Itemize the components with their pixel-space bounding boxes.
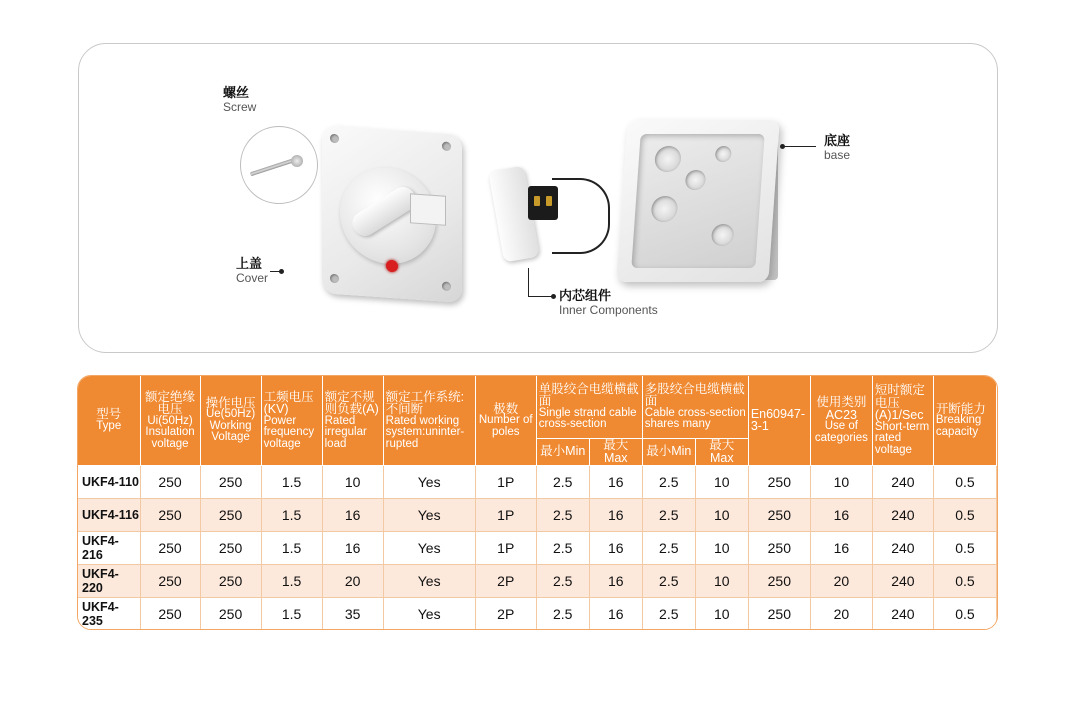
header-cn: 多股绞合电缆横截面 <box>644 381 745 409</box>
cover-label <box>236 257 268 286</box>
table-cell: 2.5 <box>642 597 695 630</box>
table-cell: 20 <box>810 597 872 630</box>
inner-label <box>559 289 658 318</box>
header-cn: 额定工作系统:不间断 <box>385 389 465 416</box>
table-cell: 250 <box>200 564 261 597</box>
table-cell: 1.5 <box>261 498 322 531</box>
table-cell: 250 <box>748 531 810 564</box>
table-cell: 10 <box>695 564 748 597</box>
base-label-cn: 底座 <box>824 133 851 148</box>
table-cell: 16 <box>589 597 642 630</box>
header-cn: 单股绞合电缆横截面 <box>538 381 639 409</box>
header-cn: 开断能力 <box>935 401 986 416</box>
subheader-single-max: 最大Max <box>589 438 642 465</box>
table-cell: 10 <box>322 465 383 498</box>
header-en: Rated working system:uninter-rupted <box>385 414 465 450</box>
table-cell: 20 <box>322 564 383 597</box>
header-use-category <box>810 376 872 465</box>
table-cell: 240 <box>872 597 933 630</box>
header-short-term-voltage <box>872 376 933 465</box>
type-cell: UKF4-116 <box>78 498 140 531</box>
subheader-multi-max: 最大Max <box>695 438 748 465</box>
header-cn: 短时额定电压(A)1/Sec <box>874 383 925 423</box>
table-cell: 0.5 <box>933 465 996 498</box>
header-en: Number of poles <box>478 414 533 438</box>
screw-magnifier <box>240 126 318 204</box>
spec-table-body <box>78 465 997 630</box>
cover-screw-hole <box>442 281 451 291</box>
subheader-single-min: 最小Min <box>536 438 589 465</box>
cover-plate <box>322 125 462 303</box>
table-cell: 2.5 <box>536 498 589 531</box>
header-en: Rated irregular load <box>324 414 367 450</box>
cover-screw-hole <box>330 274 339 284</box>
table-cell: 250 <box>140 597 200 630</box>
table-cell: 240 <box>872 564 933 597</box>
table-cell: 2.5 <box>642 465 695 498</box>
table-row <box>78 564 997 597</box>
cover-screw-hole <box>330 134 339 144</box>
table-cell: 16 <box>322 531 383 564</box>
header-number-of-poles <box>475 376 536 465</box>
table-cell: 250 <box>140 465 200 498</box>
inner-leader-dot <box>551 294 556 299</box>
header-power-frequency-voltage <box>261 376 322 465</box>
table-cell: 1.5 <box>261 465 322 498</box>
rating-plate <box>410 193 446 226</box>
table-cell: 16 <box>810 531 872 564</box>
base-label <box>824 134 850 163</box>
table-cell: 1P <box>475 465 536 498</box>
table-cell: Yes <box>383 465 475 498</box>
table-cell: 240 <box>872 498 933 531</box>
inner-label-cn: 内芯组件 <box>559 288 612 303</box>
table-cell: 250 <box>748 465 810 498</box>
table-cell: 0.5 <box>933 597 996 630</box>
header-en: Ui(50Hz) Insulation voltage <box>145 414 195 450</box>
base-leader-line <box>782 146 816 147</box>
header-cn: 额定不规则负载(A) <box>324 389 379 416</box>
table-cell: 10 <box>810 465 872 498</box>
base-label-en: base <box>824 147 851 162</box>
table-cell: 1.5 <box>261 531 322 564</box>
header-en: En60947-3-1 <box>750 406 806 434</box>
table-cell: 1P <box>475 498 536 531</box>
header-cn: 操作电压 <box>205 395 256 410</box>
base-box <box>616 120 779 282</box>
table-cell: 250 <box>200 597 261 630</box>
table-cell: 2.5 <box>536 465 589 498</box>
table-cell: 10 <box>695 498 748 531</box>
table-row <box>78 531 997 564</box>
header-en: Ue(50Hz) Working Voltage <box>205 408 256 444</box>
header-working-voltage <box>200 376 261 465</box>
table-cell: 2.5 <box>642 531 695 564</box>
indicator-lamp <box>386 260 398 273</box>
header-rated-working-system <box>383 376 475 465</box>
table-cell: 16 <box>589 531 642 564</box>
type-cell: UKF4-220 <box>78 564 140 597</box>
table-cell: 240 <box>872 465 933 498</box>
header-rated-irregular-load <box>322 376 383 465</box>
header-cn: 极数 <box>493 401 519 416</box>
table-cell: 2.5 <box>536 597 589 630</box>
terminal-pin <box>534 196 540 206</box>
table-cell: 16 <box>810 498 872 531</box>
table-cell: 250 <box>140 531 200 564</box>
header-single-strand-cable <box>536 376 642 438</box>
table-cell: 2.5 <box>536 564 589 597</box>
table-cell: Yes <box>383 531 475 564</box>
table-cell: 0.5 <box>933 564 996 597</box>
header-en: Breaking capacity <box>935 414 982 438</box>
header-en: Cable cross-section shares many <box>644 406 746 431</box>
lead-wire <box>552 178 610 254</box>
type-cell: UKF4-216 <box>78 531 140 564</box>
screw-head <box>291 155 303 167</box>
table-cell: 2P <box>475 597 536 630</box>
table-cell: 2.5 <box>642 564 695 597</box>
header-en: Single strand cable cross-section <box>538 406 637 431</box>
subheader-multi-min: 最小Min <box>642 438 695 465</box>
screw-label <box>223 86 256 115</box>
header-en: Short-term rated voltage <box>874 420 930 456</box>
table-cell: 250 <box>200 465 261 498</box>
header-type <box>78 376 140 465</box>
table-cell: 2.5 <box>642 498 695 531</box>
table-cell: 16 <box>589 564 642 597</box>
table-cell: 20 <box>810 564 872 597</box>
spec-table <box>78 376 997 630</box>
table-cell: 10 <box>695 531 748 564</box>
header-cn: 工频电压(KV) <box>263 389 314 416</box>
table-cell: 16 <box>322 498 383 531</box>
spec-table-container <box>77 375 998 630</box>
screw-label-cn: 螺丝 <box>223 85 250 100</box>
table-cell: 250 <box>748 597 810 630</box>
header-en: Use of categories <box>814 420 868 444</box>
table-cell: 250 <box>140 564 200 597</box>
table-cell: 250 <box>200 531 261 564</box>
table-cell: Yes <box>383 498 475 531</box>
header-cn: 型号 <box>96 407 122 422</box>
table-cell: 0.5 <box>933 498 996 531</box>
table-cell: 35 <box>322 597 383 630</box>
table-cell: 0.5 <box>933 531 996 564</box>
screw-label-en: Screw <box>223 99 257 114</box>
type-cell: UKF4-235 <box>78 597 140 630</box>
table-cell: Yes <box>383 564 475 597</box>
table-cell: 1.5 <box>261 597 322 630</box>
header-breaking-capacity <box>933 376 996 465</box>
table-cell: 16 <box>589 498 642 531</box>
table-cell: 16 <box>589 465 642 498</box>
inner-label-en: Inner Components <box>559 302 658 317</box>
table-cell: Yes <box>383 597 475 630</box>
table-cell: 250 <box>200 498 261 531</box>
table-cell: 2.5 <box>536 531 589 564</box>
header-multi-strand-cable <box>642 376 748 438</box>
table-cell: 240 <box>872 531 933 564</box>
cover-screw-hole <box>442 141 451 151</box>
table-cell: 1P <box>475 531 536 564</box>
table-cell: 250 <box>748 564 810 597</box>
cover-leader-dot <box>279 269 284 274</box>
base-cavity <box>631 134 764 268</box>
base-leader-dot <box>780 144 785 149</box>
header-cn: 额定绝缘电压 <box>145 389 196 416</box>
screw-shaft <box>250 158 297 177</box>
type-cell: UKF4-110 <box>78 465 140 498</box>
header-insulation-voltage <box>140 376 200 465</box>
table-cell: 1.5 <box>261 564 322 597</box>
table-cell: 2P <box>475 564 536 597</box>
header-cn: 使用类别 AC23 <box>816 395 867 422</box>
table-cell: 250 <box>140 498 200 531</box>
header-en: Power frequency voltage <box>263 414 315 450</box>
inner-components <box>484 160 554 268</box>
header-standard <box>748 376 810 465</box>
table-cell: 10 <box>695 597 748 630</box>
table-row <box>78 597 997 630</box>
table-row <box>78 465 997 498</box>
header-en: Type <box>96 419 122 432</box>
cover-label-cn: 上盖 <box>236 256 263 271</box>
table-cell: 10 <box>695 465 748 498</box>
cover-label-en: Cover <box>236 270 269 285</box>
inner-leader-vertical <box>528 268 529 296</box>
table-cell: 250 <box>748 498 810 531</box>
table-row <box>78 498 997 531</box>
